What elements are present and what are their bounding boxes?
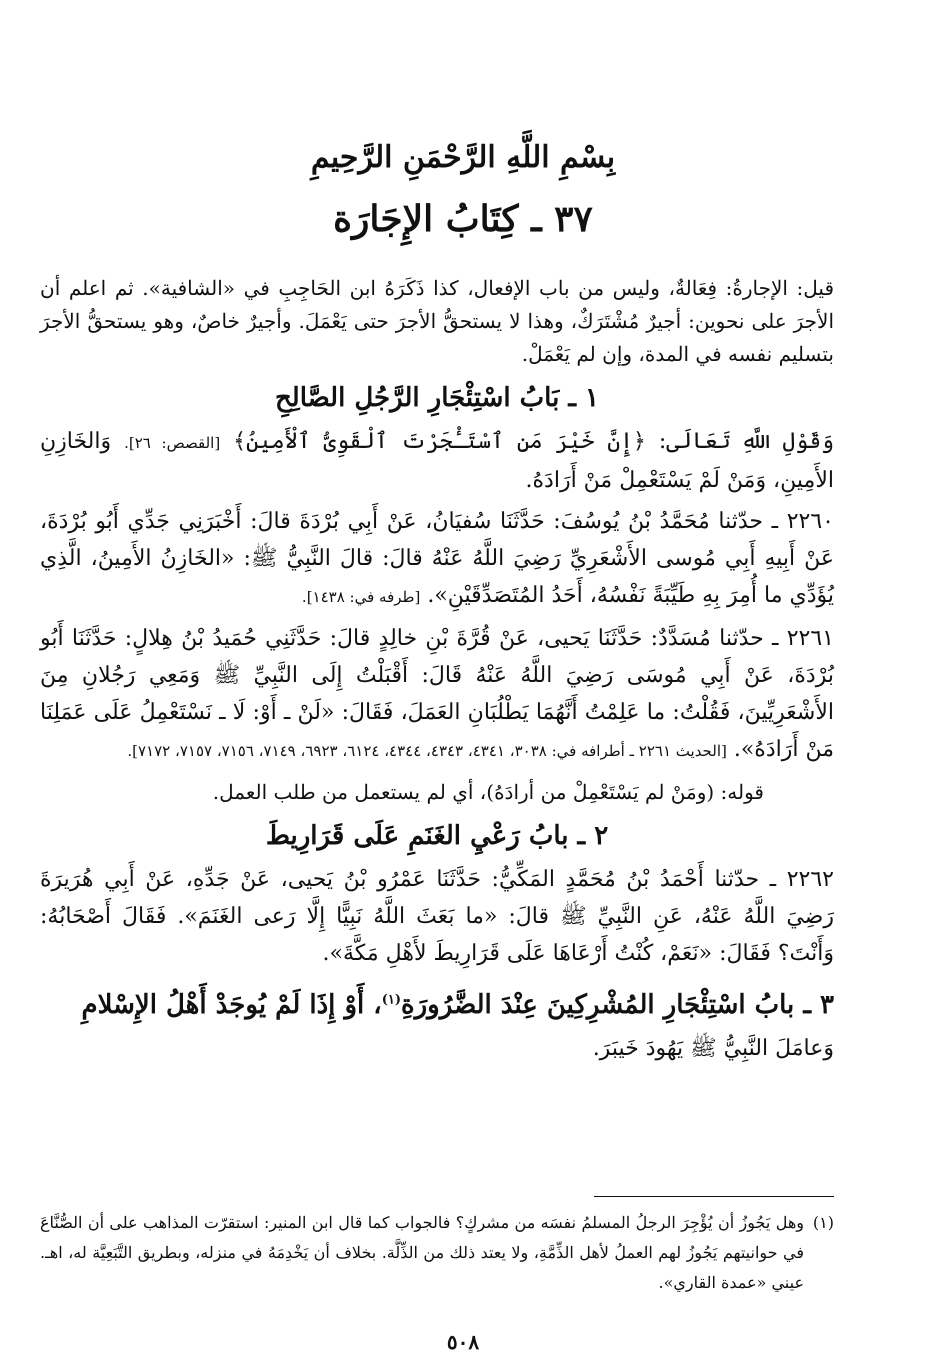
hadith-2261-text: ٢٢٦١ ـ حدّثنا مُسَدَّدٌ: حَدَّثَنَا يَحيى، عَنْ قُرَّةَ بْنِ خالِدٍ قالَ: حَدَّثَنِي حُمَيدُ بْنُ هِلالٍ: حَدَّثَنَا أَبُو بُرْدَةَ، عَنْ أَبِي مُوسَى رَضِيَ اللَّهُ عَنْهُ قَالَ: أَقْبَلْتُ إِلَى النَّبِيِّ ﷺ وَمَعِي رَجُلانِ مِنَ الأَشْعَرِيِّينَ، فَقُلْتُ: ما عَلِمْتُ أَنَّهُمَا يَطْلُبَانِ العَمَلَ، فَقَالَ: «لَنْ ـ أَوْ: لَا ـ نَسْتَعْمِلُ عَلَى عَمَلِنَا مَنْ أَرَادَهُ». [40, 626, 834, 762]
main-text [40, 272, 834, 1067]
hadith-2261-reference: [الحديث ٢٢٦١ ـ أطرافه في: ٣٠٣٨، ٤٣٤١، ٤٣٤٣، ٤٣٤٤، ٦١٢٤، ٦٩٢٣، ٧١٤٩، ٧١٥٦، ٧١٥٧، ٧١٧٢]. [127, 742, 727, 760]
chapter-3-heading-rest: ، أَوْ إِذَا لَمْ يُوجَدْ أَهْلُ الإِسْلامِ [81, 990, 382, 1020]
verse-text: وَقَوْلِ اللَّهِ تَعَالَى: ﴿إِنَّ خَيْرَ مَنِ ٱسْتَـْٔجَرْتَ ٱلْقَوِىُّ ٱلْأَمِينُ﴾ [233, 429, 834, 454]
verse-rest: وَالخَازِنِ الأَمِينِ، وَمَنْ لَمْ يَسْتَعْمِلْ مَنْ أَرَادَهُ. [40, 429, 834, 493]
chapter-3-text: وَعامَلَ النَّبِيُّ ﷺ يَهُودَ خَيبَرَ. [592, 1036, 834, 1061]
chapter-1-heading: ١ ـ بَابُ اسْتِئْجَارِ الرَّجُلِ الصَّالِحِ [274, 383, 599, 413]
hadith-2260 [40, 503, 834, 616]
footnote-reference[interactable]: (١) [381, 992, 401, 1008]
verse-reference: [القصص: ٢٦]. [124, 434, 221, 452]
chapter-1-verse [40, 423, 834, 499]
footnote-divider [594, 1196, 834, 1197]
hadith-2260-text: ٢٢٦٠ ـ حدّثنا مُحَمَّدُ بْنُ يُوسُفَ: حَدَّثَنَا سُفيَانُ، عَنْ أَبِي بُرْدَةَ قالَ: أَخْبَرَنِي جَدِّي أَبُو بُرْدَةَ، عَنْ أَبِيهِ أَبِي مُوسى الأَشْعَرِيِّ رَضِيَ اللَّهُ عَنْهُ قالَ: قالَ النَّبِيُّ ﷺ: «الخَازِنُ الأَمِينُ، الَّذِي يُؤَدِّي ما أُمِرَ بِهِ طَيِّبَةً نَفْسُهُ، أَحَدُ المُتَصَدِّقَيْنِ». [40, 509, 834, 608]
commentary: قوله: (ومَنْ لم يَسْتَعْمِلْ من أرادَهُ)، أي لم يستعمل من طلب العمل. [212, 780, 764, 804]
footnote-number: (١) [812, 1213, 834, 1232]
hadith-2260-reference: [طرفه في: ١٤٣٨]. [301, 588, 421, 606]
page-number: ٥٠٨ [446, 1330, 480, 1354]
basmala: بِسْمِ اللَّهِ الرَّحْمَنِ الرَّحِيمِ [310, 140, 616, 175]
footnote [40, 1208, 834, 1298]
hadith-2262: ٢٢٦٢ ـ حدّثنا أَحْمَدُ بْنُ مُحَمَّدٍ المَكِّيُّ: حَدَّثَنَا عَمْرُو بْنُ يَحيى، عَنْ جَدِّهِ، عَنْ أَبِي هُرَيرَةَ رَضِيَ اللَّهُ عَنْهُ، عَنِ النَّبِيِّ ﷺ قالَ: «ما بَعَثَ اللَّهُ نَبِيًّا إِلَّا رَعى الغَنَمَ». فَقَالَ أَصْحَابُهُ: وَأَنْتَ؟ فَقَالَ: «نَعَمْ، كُنْتُ أَرْعَاهَا عَلَى قَرَارِيطَ لأَهْلِ مَكَّةَ». [40, 867, 834, 966]
hadith-2261 [40, 620, 834, 770]
chapter-2-heading: ٢ ـ بابُ رَعْيِ الغَنَمِ عَلَى قَرَارِيطَ [265, 821, 609, 851]
chapter-3-heading-main: ٣ ـ بابُ اسْتِئْجَارِ المُشْرِكِينَ عِنْدَ الضَّرُورَةِ [400, 990, 834, 1020]
intro-paragraph: قيل: الإجارةُ: فِعَالةٌ، وليس من باب الإفعال، كذا ذَكَرَهُ ابن الحَاجِبِ في «الشافية». ثم اعلم أن الأجرَ على نحوين: أجيرٌ مُشْتَرَكٌ، وهذا لا يستحقُّ الأجرَ حتى يَعْمَلَ. وأجيرٌ خاصٌ، وهو يستحقُّ الأجرَ بتسليم نفسه في المدة، وإن لم يَعْمَلْ. [40, 276, 835, 366]
book-title: ٣٧ ـ كِتَابُ الإِجَارَة [333, 198, 593, 240]
chapter-3-heading [40, 990, 834, 1020]
footnote-text: وهل يَجُوزُ أن يُؤْجِرَ الرجلُ المسلمُ نفسَه من مشركٍ؟ فالجواب كما قال ابن المنير: استقرّت المذاهب على أن الصُّنَّاعَ في حوانيتهم يَجُوزُ لهم العملُ لأهل الذِّمَّةِ، ولا يعتد ذلك من الذِّلَّة. بخلاف أن يَخْدِمَهُ في منزله، وبطريق التَّبَعِيَّة له، اهـ. عيني «عمدة القاري». [40, 1213, 804, 1292]
